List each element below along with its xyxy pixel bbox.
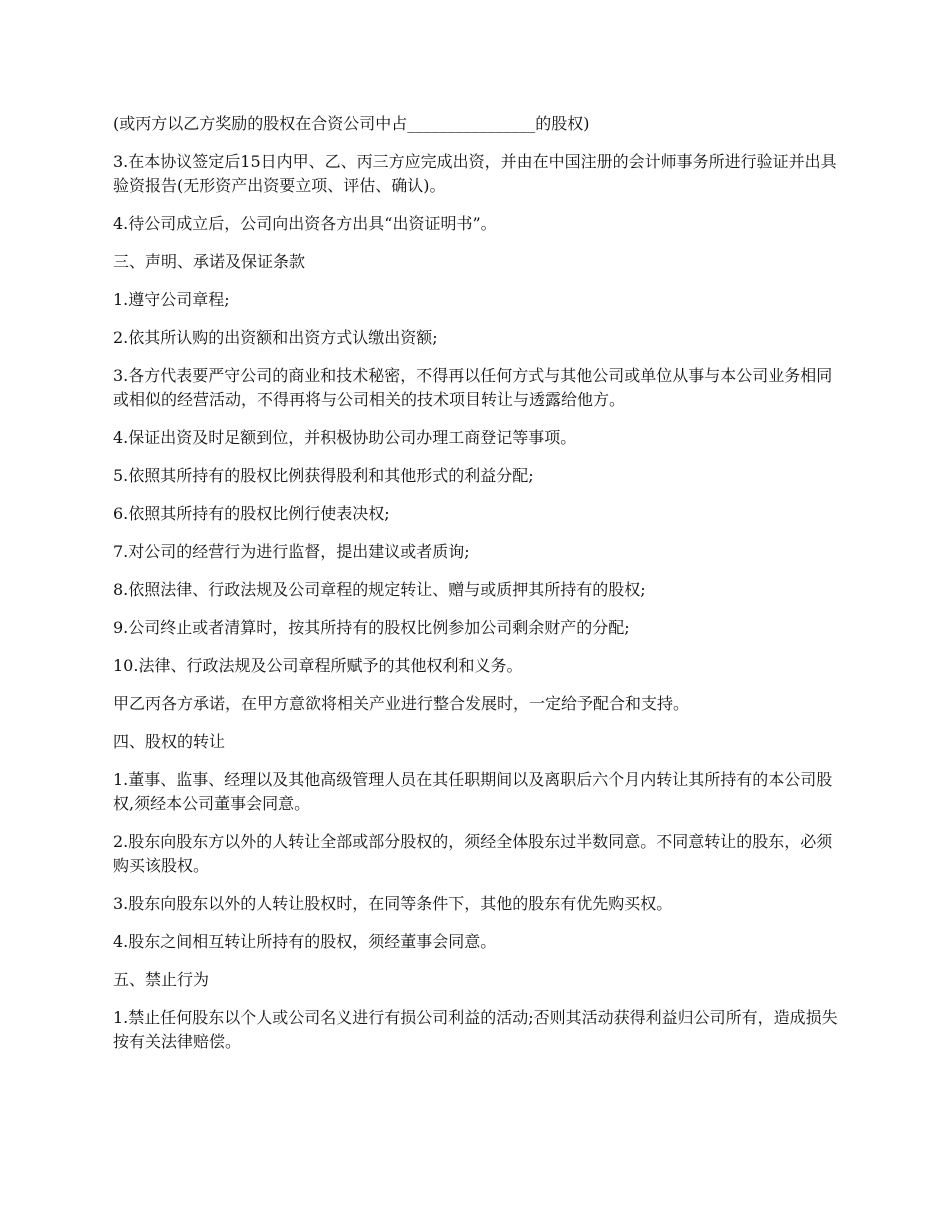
paragraph-declaration-5: 5.依照其所持有的股权比例获得股利和其他形式的利益分配;: [113, 466, 534, 485]
document-body: [113, 112, 838, 1068]
paragraph-declaration-8: 8.依照法律、行政法规及公司章程的规定转让、赠与或质押其所持有的股权;: [113, 580, 646, 599]
paragraph-declaration-1: 1.遵守公司章程;: [113, 290, 230, 309]
paragraph-prohibited-1: 1.禁止任何股东以个人或公司名义进行有损公司利益的活动;否则其活动获得利益归公司所有，造成损失按有关法律赔偿。: [113, 1008, 838, 1051]
paragraph-declaration-7: 7.对公司的经营行为进行监督，提出建议或者质询;: [113, 542, 470, 561]
paragraph-declaration-10: 10.法律、行政法规及公司章程所赋予的其他权利和义务。: [113, 656, 523, 675]
section-heading-declarations: 三、声明、承诺及保证条款: [113, 252, 306, 271]
paragraph-declaration-6: 6.依照其所持有的股权比例行使表决权;: [113, 504, 390, 523]
paragraph-capital-verification: 3.在本协议签定后15日内甲、乙、丙三方应完成出资，并由在中国注册的会计师事务所进行验证并出具验资报告(无形资产出资要立项、评估、确认)。: [113, 152, 837, 195]
paragraph-declaration-2: 2.依其所认购的出资额和出资方式认缴出资额;: [113, 328, 438, 347]
paragraph-commitment: 甲乙丙各方承诺，在甲方意欲将相关产业进行整合发展时，一定给予配合和支持。: [113, 694, 690, 713]
paragraph-equity-share-note: (或丙方以乙方奖励的股权在合资公司中占________________的股权): [113, 114, 590, 133]
paragraph-declaration-9: 9.公司终止或者清算时，按其所持有的股权比例参加公司剩余财产的分配;: [113, 618, 630, 637]
paragraph-transfer-1: 1.董事、监事、经理以及其他高级管理人员在其任职期间以及离职后六个月内转让其所持有的本公司股权,须经本公司董事会同意。: [113, 770, 833, 813]
paragraph-transfer-4: 4.股东之间相互转让所持有的股权，须经董事会同意。: [113, 932, 497, 951]
section-heading-equity-transfer: 四、股权的转让: [113, 732, 226, 751]
paragraph-contribution-certificate: 4.待公司成立后，公司向出资各方出具“出资证明书”。: [113, 214, 497, 233]
paragraph-declaration-3: 3.各方代表要严守公司的商业和技术秘密，不得再以任何方式与其他公司或单位从事与本公司业务相同或相似的经营活动，不得再将与公司相关的技术项目转让与透露给他方。: [113, 366, 833, 409]
section-heading-prohibited-acts: 五、禁止行为: [113, 970, 210, 989]
paragraph-transfer-3: 3.股东向股东以外的人转让股权时，在同等条件下，其他的股东有优先购买权。: [113, 894, 673, 913]
paragraph-declaration-4: 4.保证出资及时足额到位，并积极协助公司办理工商登记等事项。: [113, 428, 577, 447]
paragraph-transfer-2: 2.股东向股东方以外的人转让全部或部分股权的，须经全体股东过半数同意。不同意转让的股东，必须购买该股权。: [113, 832, 833, 875]
